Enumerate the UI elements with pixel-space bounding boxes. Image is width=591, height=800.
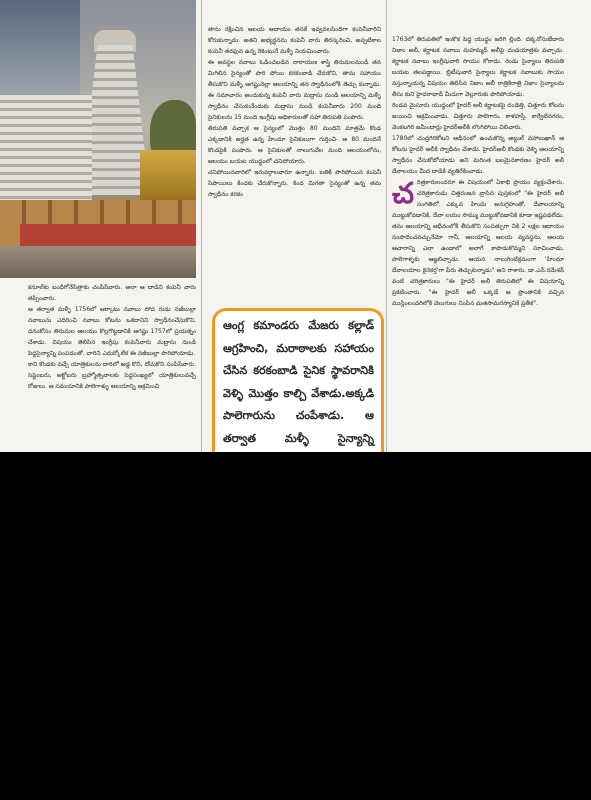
photo-golden-vimana (140, 150, 196, 200)
pull-quote-text: ఆంగ్ల కమాండరు మేజరు కల్లాడ్ ఆగ్రహించి, మరాఠాలకు సహాయం చేసిన కరకంబాడి సైనిక స్థావరానికి వెళ్ళి మొత్తం కాల్చి వేశాడు.అక్కడి పాలెగారును చంపేశాడు. ఆ తర్వాత మళ్ళీ సైన్యాన్ని (223, 319, 374, 445)
article-column-3 (392, 34, 564, 452)
paragraph: తిరుపతి వచ్చాక ఆ సైన్యంలో మొత్తం 80 మందిని మాత్రమే కొండ ఎక్కడానికి అర్హత ఉన్న హిందూ సైనికులుగా గుర్తించి- ఆ 80 మందినే కొండపైకి పంపారు. ఆ సైనికులతో నాలుగువేల మంది ఆలయంలోను, ఆలయం బయట యుద్ధంలో చనిపోయారు. (208, 125, 381, 165)
article-column-2 (208, 24, 381, 322)
paragraph: కనూల్‌కు బందీగోనేసేత్రాకు చంపేసేవారు. అలా ఆ దాడిని కంపెనీ వారు తప్పించారు. (28, 284, 196, 302)
dropcap-paragraph-text: రిత్రకారులందరూ ఈ విషయంలో ఏకాభి ప్రాయం వ్యక్తంచేశారు. చరిత్రకారుడు చిత్తరంజన వ్రాసిన పుస్తకంలో "ఈ హైదర్ అలీ సంగతిలో ఎక్కువ హిందు అనుగ్రహంతో, దేవాలయాన్ని ముట్టుకోవడానికి, దేవా లయం సొమ్ము ముట్టుకోవడానికి కూడా ఇష్టపడలేదు. (392, 179, 564, 219)
photo-red-band (20, 224, 196, 246)
pull-quote-box (212, 308, 384, 455)
photo-sky (0, 0, 80, 95)
paragraph: రెండవ మైసూరు యుద్ధంలో హైదర్ అలీ కర్ణాటకపై దండెత్తి, చిత్తూరు కోటను జయించి ఆక్రమించాడు. చిత్తూరు పాలెగారు, కాళహస్తి, కార్వేటినగరం, వెంకటగిరి జమీందార్లు హైదర్‌అలీకి లొంగిపోయి విలిచారు. (392, 102, 564, 131)
paragraph-with-dropcap (392, 177, 564, 221)
paragraph: 1780లో చంద్రగిరికోటని ఆధీనంలో ఉంచుకొన్న అబ్దుల్ వహాబుఖాన్ ఆ కోటను హైదర్ అలీకి స్వాధీనం చేశాడు. హైదర్‌అలీ కొండకు వెళ్ళి ఆలయాన్ని స్వాధీనం చేసుకోబోయాడు అని మరింత బలమైనకారణం హైదర్ అలీ దేవాలయం మీద దాడికి వ్యతిరేకించాడు. (392, 135, 564, 175)
temple-photo (0, 0, 196, 278)
paragraph: 1763లో తిరుపతిలో ఇంకొక పెద్ద యుద్ధం జరిగి ల్లింది. దక్కనోసుబేదారు నిజాం అలీ, కర్ణాటక నవాబు మహమ్మద్ అలీపై దండయాత్రకు వచ్చాడు. కర్ణాటక నవాబు ఇంగ్లీషువారి సాయం కోరాడు. రెండు సైన్యాలు తిరుపతి బయట తలపడ్డాయి. బ్రిటీషువారి సైన్యాలు కర్ణాటక నవాబుకు సాయం వస్తున్నాయన్న విషయం తెలిసిన నిజాం అలీ రాత్రికిరాత్రి నిజాం సైన్యాలను తీసు కుని హైదరాబాద్ మీదుగా వెల్లూరుకు పారిపోయాడు. (392, 36, 564, 98)
paragraph: చనిపోయినవారిలో ఇరువర్గాలవారూ ఉన్నారు. బతికి పారిపోయిన కంపెనీ సిపాయిలు కిందకు చేరుకొన్నారు. కింద మిగతా సైన్యంతో ఉన్న తమ స్వాధీనం కరకం (208, 169, 381, 198)
paragraph: ఈ అవస్థల నవాబు ఓడించబడిన నారాయణ శాస్త్రి తిరుమలనుండి తన మిగిలిన సైన్యంతో పారి పోయి కరకంబాడి చేరుకొని, తాను సహాయం తీసుకొని మళ్ళీ ఆగష్టునెల్లా ఆలయాన్ని తన స్వాధీనంలోకి తెచ్చు కున్నాడు. ఈ సమాచారం అందుకున్న కంపెనీ వారు మద్రాసు నుండి ఆలయాన్ని మళ్ళీ స్వాధీనం చేసుకునేందుకు మద్రాసు నుండి కంపెనీవారు 200 మంది సైనికులను 15 మంది ఇంగ్లీషు అధికారులతో సహా తిరుపతి పంపారు. (208, 59, 381, 121)
blank-lower-area (0, 452, 591, 800)
photo-ground (0, 246, 196, 278)
column-divider (201, 0, 202, 452)
paragraph: ఆ తర్వాత మళ్ళీ 1756లో ఆర్కాటు నవాబు సోద రుడు నజీబుల్లా నవాబును ఎదిరించి నవాబు కోటను ఒకదానిని స్వాధీనంచేసుకొని, ధనంకోసం తిరుమల ఆలయం కొల్లగొట్టడానికి ఆగష్టు 1757లో ప్రయత్నం చేశాడు. విషయం తెలిసిన ఇంగ్లీషు కంపెనీవారు మద్రాసు నుండి పెద్దసైన్యాన్ని పంపడంతో, వారిని ఎదుర్కోలేక ఈ నజీబుల్లా పారిపోయాడు. (28, 306, 196, 357)
photo-side-tower (0, 95, 92, 215)
paragraph: కాని కొండకు వచ్చే యాత్రికులను దారిలో అడ్డ కొని, దోచుకొని సంపేసేవారు. సెప్టెంబరు, అక్టోబరు బ్రహ్మోత్సవాలకు పెద్దసంఖ్యలో యాత్రికులువచ్చే రోజులు. ఆ సమయానికి పాలెగాళ్ళు ఆలయాన్ని ఆక్రమించి (28, 361, 196, 390)
paragraph: తాను రక్షించిన ఆలయ ఆదాయం తనకే ఇవ్వవలసిందిగా కంపెనీవారిని కోరుకున్నాడు. అతని అభ్యర్థనను కంపెనీ వారు తిరస్కరించి, అప్పటికాల కంపెనీ తరఫున ఉన్న రెకెంటునే మళ్ళీ నియమించారు. (208, 26, 381, 55)
drop-cap-letter: చ (392, 176, 415, 210)
article-column-1 (28, 282, 196, 452)
paragraph: తను ఆలయాన్ని ఆధీనంలోకి తీసుకొని సంపత్ఫుగా నికి 2 లక్షల ఆదాయం సంపాదించవచ్చునేమో గానీ, ఆలయాన్ని ఆలయ వ్యవస్థను, ఆలయ ఆచారాన్ని ఎలా ఉండాలో అలాగే కాపాడుకొమ్మని సూచించాడు, పాలెగాళ్ళకు ఆజ్ఞలిచ్చాడు. ఆయన నాలుగింటిక్రమంగా 'హిందూ దేవాలయాల కైనెకర్త'గా పేరు తెచ్చుకున్నాడు" అని రాశారు. డా.ఎన్.రమేశన్ వంటి చరిత్రకారులు "ఈ హైదర్ అలీ తిరుపతిలో ఈ విషయాన్ని ప్రకటించారు. "ఈ హైదర్ అలీ ఒక్కడే ఆ ప్రాంతానికి వచ్చిన ముస్లింలందరిలోకి వెలుగులు నింపిన మతసామరస్యానికి ప్రతీక". (392, 223, 564, 307)
column-divider (386, 0, 387, 452)
